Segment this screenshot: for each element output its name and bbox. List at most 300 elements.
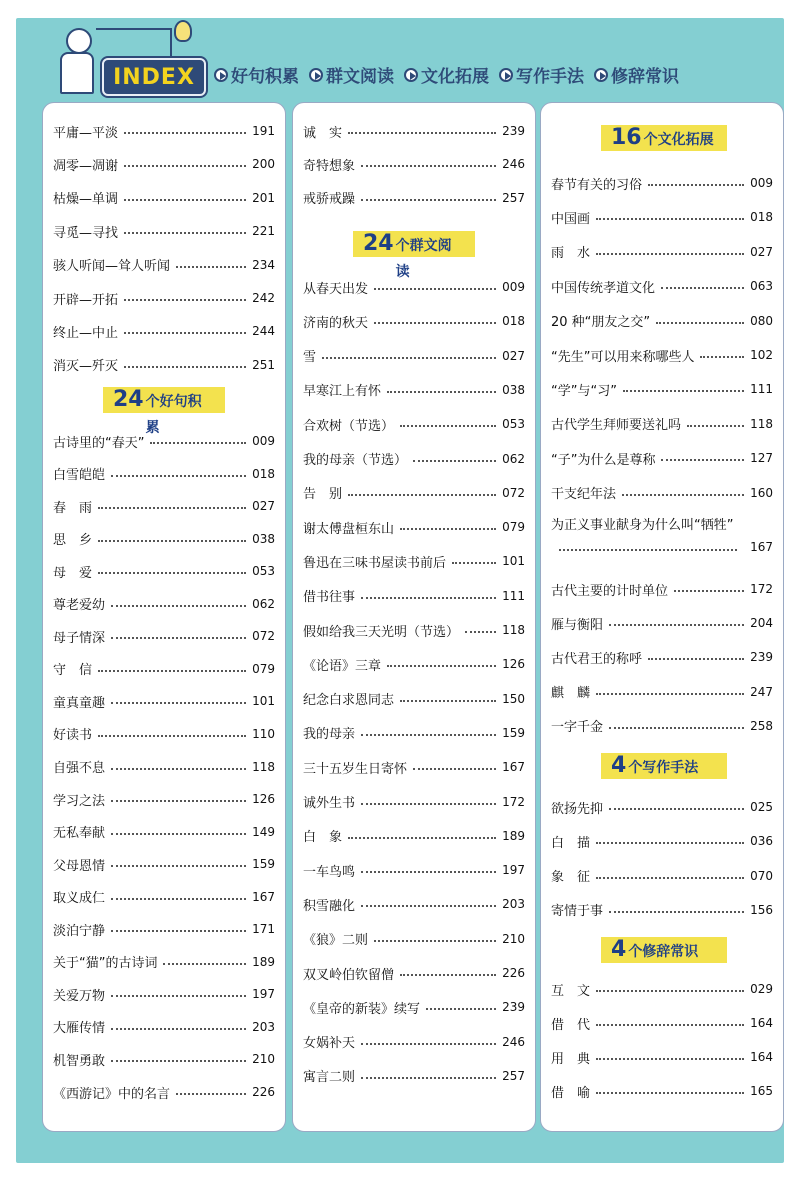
dot-leader	[596, 218, 744, 220]
section-count: 16	[611, 125, 642, 150]
section-label: 个群文阅读	[395, 238, 452, 280]
toc-entry[interactable]	[551, 483, 773, 503]
toc-entry[interactable]	[551, 414, 773, 434]
dot-leader	[176, 266, 246, 268]
page-number: 101	[502, 554, 525, 569]
dot-leader	[400, 700, 496, 702]
entry-title: 用 典	[551, 1051, 591, 1067]
toc-entry[interactable]	[53, 464, 275, 484]
dot-leader	[596, 253, 744, 255]
page-number: 079	[502, 520, 525, 535]
entry-title: 终止—中止	[53, 325, 119, 341]
nav-item-xiezuo[interactable]	[499, 62, 584, 87]
dot-leader	[111, 605, 246, 607]
page-number: 018	[750, 210, 773, 225]
nav-label: 写作手法	[516, 67, 584, 87]
entry-title: 戒骄戒躁	[303, 192, 356, 208]
dot-leader	[124, 332, 246, 334]
dot-leader	[111, 930, 246, 932]
toc-entry[interactable]	[551, 1081, 773, 1101]
page-number: 053	[502, 417, 525, 432]
section-label: 个修辞常识	[628, 944, 699, 960]
dot-leader	[674, 590, 744, 592]
page-number: 063	[750, 279, 773, 294]
wire-decoration	[96, 28, 172, 60]
toc-entry[interactable]	[303, 346, 525, 366]
dot-leader	[124, 165, 246, 167]
dot-leader	[559, 549, 737, 551]
toc-entry[interactable]	[551, 1047, 773, 1067]
toc-entry[interactable]	[303, 654, 525, 674]
page-number: 210	[502, 931, 525, 946]
toc-entry[interactable]	[53, 321, 275, 341]
dot-leader	[98, 735, 246, 737]
toc-entry[interactable]	[53, 789, 275, 809]
section-label: 个文化拓展	[643, 132, 714, 148]
index-column-2	[292, 102, 536, 1132]
page-number: 203	[252, 1019, 275, 1034]
toc-entry[interactable]	[53, 659, 275, 679]
entry-title: 谢太傅盘桓东山	[303, 521, 395, 537]
entry-title: 白 描	[551, 835, 591, 851]
page-number: 197	[502, 863, 525, 878]
toc-entry[interactable]	[551, 345, 773, 365]
toc-entry[interactable]	[551, 797, 773, 817]
section-count: 24	[363, 231, 394, 256]
play-icon	[594, 68, 608, 82]
dot-leader	[700, 356, 744, 358]
toc-entry[interactable]	[303, 154, 525, 174]
section-heading	[601, 125, 727, 151]
toc-entry[interactable]	[303, 551, 525, 571]
dot-leader	[124, 299, 246, 301]
entry-title: 欲扬先抑	[551, 801, 604, 817]
entry-title: 思 乡	[53, 533, 93, 549]
entry-title: 父母恩情	[53, 858, 106, 874]
entry-title: 骇人听闻—耸人听闻	[53, 259, 171, 275]
nav-label: 好句积累	[231, 67, 299, 87]
play-icon	[214, 68, 228, 82]
entry-title: 寄情于事	[551, 904, 604, 920]
toc-entry[interactable]	[303, 414, 525, 434]
dot-leader	[648, 184, 744, 186]
dot-leader	[150, 442, 246, 444]
page-number: 156	[750, 902, 773, 917]
dot-leader	[596, 877, 744, 879]
entry-title: “子”为什么是尊称	[551, 452, 656, 468]
dot-leader	[400, 528, 496, 530]
entry-title: “先生”可以用来称哪些人	[551, 349, 695, 365]
dot-leader	[374, 322, 496, 324]
toc-entry[interactable]	[53, 919, 275, 939]
entry-title: 雁与衡阳	[551, 617, 604, 633]
dot-leader	[163, 963, 246, 965]
toc-entry[interactable]	[53, 431, 275, 451]
dot-leader	[596, 693, 744, 695]
index-title: INDEX	[113, 64, 195, 90]
nav-item-xiuci[interactable]	[594, 62, 679, 87]
dot-leader	[387, 665, 496, 667]
dot-leader	[348, 494, 496, 496]
page-number: 126	[502, 657, 525, 672]
page-number: 009	[502, 280, 525, 294]
toc-entry[interactable]	[551, 900, 773, 920]
entry-title: 守 信	[53, 663, 93, 679]
page-number: 204	[750, 616, 773, 631]
dot-leader	[609, 624, 744, 626]
toc-entry[interactable]	[551, 207, 773, 227]
page-number: 111	[502, 588, 525, 603]
toc-entry[interactable]	[53, 691, 275, 711]
dot-leader	[596, 1058, 744, 1060]
dot-leader	[361, 1043, 496, 1045]
dot-leader	[98, 572, 246, 574]
entry-title: 消灭—歼灭	[53, 359, 119, 375]
toc-entry[interactable]	[53, 757, 275, 777]
entry-title: 春节有关的习俗	[551, 177, 643, 193]
dot-leader	[426, 1008, 496, 1010]
toc-entry[interactable]	[53, 1082, 275, 1102]
toc-entry[interactable]	[53, 1017, 275, 1037]
dot-leader	[374, 288, 496, 290]
dot-leader	[111, 1028, 246, 1030]
toc-entry[interactable]	[551, 979, 773, 999]
section-count: 24	[113, 387, 144, 412]
dot-leader	[111, 833, 246, 835]
page-number: 221	[252, 224, 275, 239]
toc-entry[interactable]	[551, 513, 773, 554]
page-number: 191	[252, 124, 275, 138]
entry-title: 母 爱	[53, 565, 93, 581]
lightbulb-icon	[174, 20, 192, 42]
entry-title: 古代学生拜师要送礼吗	[551, 418, 682, 434]
dot-leader	[413, 768, 496, 770]
entry-title: 鲁迅在三味书屋读书前后	[303, 555, 447, 571]
page-number: 038	[502, 382, 525, 397]
entry-title: 奇特想象	[303, 158, 356, 174]
toc-entry[interactable]	[53, 1049, 275, 1069]
page-number: 062	[502, 451, 525, 466]
dot-leader	[661, 459, 744, 461]
page-number: 027	[750, 244, 773, 259]
entry-title: 白雪皑皑	[53, 468, 106, 484]
toc-entry[interactable]	[53, 529, 275, 549]
page-number: 027	[252, 499, 275, 514]
dot-leader	[400, 974, 496, 976]
dot-leader	[111, 1060, 246, 1062]
dot-leader	[111, 995, 246, 997]
entry-title: 寻觅—寻找	[53, 225, 119, 241]
page-number: 070	[750, 868, 773, 883]
toc-entry[interactable]	[303, 894, 525, 914]
dot-leader	[361, 199, 496, 201]
dot-leader	[387, 391, 496, 393]
entry-title: 合欢树（节选）	[303, 418, 395, 434]
entry-title: 关爱万物	[53, 988, 106, 1004]
toc-entry[interactable]	[303, 757, 525, 777]
entry-title: 古诗里的“春天”	[53, 435, 145, 451]
page-number: 027	[502, 348, 525, 363]
page-number: 079	[252, 661, 275, 676]
toc-entry[interactable]	[551, 866, 773, 886]
toc-entry[interactable]	[303, 689, 525, 709]
toc-entry[interactable]	[551, 448, 773, 468]
page-number: 080	[750, 313, 773, 328]
toc-entry[interactable]	[303, 121, 525, 141]
toc-entry[interactable]	[53, 854, 275, 874]
entry-title: 象 征	[551, 870, 591, 886]
entry-title: 积雪融化	[303, 898, 356, 914]
toc-entry[interactable]	[53, 561, 275, 581]
entry-title: 无私奉献	[53, 826, 106, 842]
toc-entry[interactable]	[303, 449, 525, 469]
dot-leader	[111, 800, 246, 802]
toc-entry[interactable]	[53, 288, 275, 308]
page-number: 150	[502, 691, 525, 706]
section-heading	[601, 753, 727, 779]
dot-leader	[361, 871, 496, 873]
entry-title: 三十五岁生日寄怀	[303, 761, 408, 777]
entry-title: 取义成仁	[53, 891, 106, 907]
page-number: 251	[252, 357, 275, 372]
page-number: 165	[750, 1084, 773, 1098]
page-number: 201	[252, 190, 275, 205]
entry-title: 20 种“朋友之交”	[551, 315, 651, 331]
dot-leader	[361, 165, 496, 167]
page-number: 164	[750, 1016, 773, 1030]
entry-title: 雨 水	[551, 246, 591, 262]
page-number: 118	[502, 623, 525, 637]
toc-entry[interactable]	[53, 121, 275, 141]
toc-entry[interactable]	[53, 984, 275, 1004]
entry-title: 开辟—开拓	[53, 292, 119, 308]
dot-leader	[596, 842, 744, 844]
page-number: 247	[750, 684, 773, 699]
toc-entry[interactable]	[303, 997, 525, 1017]
dot-leader	[98, 670, 246, 672]
page-number: 172	[750, 582, 773, 596]
toc-entry[interactable]	[551, 647, 773, 667]
toc-entry[interactable]	[303, 620, 525, 640]
section-label: 个好句积累	[145, 394, 202, 436]
page-number: 167	[750, 540, 773, 554]
dot-leader	[661, 287, 744, 289]
page-number: 226	[252, 1085, 275, 1099]
dot-leader	[413, 460, 496, 462]
toc-entry[interactable]	[303, 586, 525, 606]
page-number: 025	[750, 800, 773, 814]
page-number: 118	[750, 416, 773, 431]
toc-entry[interactable]	[551, 242, 773, 262]
dot-leader	[124, 232, 246, 234]
dot-leader	[361, 1077, 496, 1079]
section-count: 4	[611, 753, 627, 778]
dot-leader	[111, 898, 246, 900]
toc-entry[interactable]	[53, 188, 275, 208]
dot-leader	[361, 905, 496, 907]
dot-leader	[124, 132, 246, 134]
entry-title: 学习之法	[53, 793, 106, 809]
entry-title: 关于“猫”的古诗词	[53, 956, 158, 972]
page-number: 038	[252, 531, 275, 546]
entry-title: 凋零—凋谢	[53, 158, 119, 174]
toc-entry[interactable]	[53, 724, 275, 744]
nav-item-wenhua[interactable]	[404, 62, 489, 87]
toc-entry[interactable]	[53, 822, 275, 842]
dot-leader	[648, 658, 744, 660]
dot-leader	[623, 390, 744, 392]
toc-entry[interactable]	[303, 277, 525, 297]
dot-leader	[111, 637, 246, 639]
page-number: 200	[252, 157, 275, 172]
toc-entry[interactable]	[303, 188, 525, 208]
page-number: 029	[750, 982, 773, 996]
entry-title: 淡泊宁静	[53, 923, 106, 939]
entry-title: 诚 实	[303, 125, 343, 141]
toc-entry[interactable]	[303, 483, 525, 503]
toc-entry[interactable]	[551, 831, 773, 851]
dot-leader	[656, 322, 744, 324]
entry-title: 互 文	[551, 983, 591, 999]
dot-leader	[176, 1093, 246, 1095]
dot-leader	[124, 199, 246, 201]
toc-entry[interactable]	[551, 276, 773, 296]
section-count: 4	[611, 937, 627, 962]
entry-title: 古代君王的称呼	[551, 651, 643, 667]
entry-title: 中国画	[551, 211, 591, 227]
dot-leader	[374, 940, 496, 942]
nav-label: 群文阅读	[326, 67, 394, 87]
dot-leader	[400, 425, 496, 427]
entry-title: 平庸—平淡	[53, 125, 119, 141]
toc-entry[interactable]	[53, 594, 275, 614]
page-number: 159	[252, 857, 275, 872]
entry-title: 我的母亲	[303, 727, 356, 743]
entry-title: 麒 麟	[551, 686, 591, 702]
entry-title: 女娲补天	[303, 1036, 356, 1052]
toc-entry[interactable]	[53, 154, 275, 174]
entry-title: 《狼》二则	[303, 933, 369, 949]
page-number: 189	[502, 828, 525, 843]
dot-leader	[98, 507, 246, 509]
page-number: 203	[502, 897, 525, 912]
page-number: 164	[750, 1050, 773, 1064]
dot-leader	[609, 808, 744, 810]
toc-entry[interactable]	[53, 496, 275, 516]
toc-entry[interactable]	[53, 952, 275, 972]
page-number: 257	[502, 1068, 525, 1083]
toc-entry[interactable]	[551, 379, 773, 399]
toc-entry[interactable]	[551, 716, 773, 736]
nav-item-qunwen[interactable]	[309, 62, 394, 87]
toc-entry[interactable]	[53, 355, 275, 375]
dot-leader	[348, 132, 496, 134]
toc-entry[interactable]	[551, 613, 773, 633]
dot-leader	[609, 727, 744, 729]
toc-entry[interactable]	[551, 682, 773, 702]
toc-entry[interactable]	[303, 860, 525, 880]
entry-title: 一车鸟鸣	[303, 864, 356, 880]
toc-entry[interactable]	[53, 887, 275, 907]
page-number: 172	[502, 794, 525, 809]
dot-leader	[361, 734, 496, 736]
toc-entry[interactable]	[551, 173, 773, 193]
toc-entry[interactable]	[303, 1066, 525, 1086]
nav-item-haoju[interactable]	[214, 62, 299, 87]
entry-title: 我的母亲（节选）	[303, 453, 408, 468]
page-number: 036	[750, 834, 773, 849]
page-number: 242	[252, 291, 275, 305]
index-column-3	[540, 102, 784, 1132]
toc-entry[interactable]	[303, 792, 525, 812]
page-number: 246	[502, 157, 525, 172]
entry-title: 干支纪年法	[551, 487, 617, 503]
toc-entry[interactable]	[551, 579, 773, 599]
page-number: 126	[252, 792, 275, 807]
page-number: 118	[252, 759, 275, 774]
toc-entry[interactable]	[53, 221, 275, 241]
entry-title: 古代主要的计时单位	[551, 583, 669, 599]
toc-entry[interactable]	[303, 723, 525, 743]
entry-title: 纪念白求恩同志	[303, 693, 395, 709]
dot-leader	[111, 702, 246, 704]
page-number: 149	[252, 824, 275, 839]
entry-title: 济南的秋天	[303, 315, 369, 331]
page-number: 239	[750, 650, 773, 665]
toc-entry[interactable]	[53, 626, 275, 646]
toc-entry[interactable]	[53, 255, 275, 275]
toc-entry[interactable]	[303, 1032, 525, 1052]
entry-title: 诚外生书	[303, 796, 356, 811]
page-number: 111	[750, 382, 773, 397]
toc-entry[interactable]	[303, 826, 525, 846]
toc-entry[interactable]	[303, 929, 525, 949]
play-icon	[404, 68, 418, 82]
entry-title: 母子情深	[53, 630, 106, 646]
page-number: 257	[502, 190, 525, 205]
entry-title: 机智勇敢	[53, 1053, 106, 1069]
toc-entry[interactable]	[303, 963, 525, 983]
entry-title: 假如给我三天光明（节选）	[303, 624, 460, 640]
entry-title: 借 喻	[551, 1085, 591, 1101]
dot-leader	[111, 865, 246, 867]
entry-title: 早寒江上有怀	[303, 384, 382, 400]
entry-title: 自强不息	[53, 761, 106, 776]
toc-entry[interactable]	[551, 311, 773, 331]
entry-title: 大雁传情	[53, 1021, 106, 1037]
toc-entry[interactable]	[303, 517, 525, 537]
dot-leader	[322, 357, 496, 359]
toc-entry[interactable]	[303, 311, 525, 331]
page-number: 102	[750, 348, 773, 362]
entry-title: 借书往事	[303, 590, 356, 606]
page-number: 167	[502, 760, 525, 775]
dot-leader	[361, 803, 496, 805]
dot-leader	[465, 631, 496, 633]
page-number: 009	[252, 434, 275, 448]
toc-entry[interactable]	[303, 380, 525, 400]
page-number: 197	[252, 987, 275, 1002]
dot-leader	[348, 837, 496, 839]
page-number: 171	[252, 922, 275, 937]
entry-title: 双叉岭伯钦留僧	[303, 967, 395, 983]
entry-title: 春 雨	[53, 500, 93, 516]
nav-label: 文化拓展	[421, 67, 489, 87]
section-label: 个写作手法	[628, 760, 699, 776]
toc-entry[interactable]	[551, 1013, 773, 1033]
dot-leader	[609, 911, 744, 913]
page-number: 210	[252, 1052, 275, 1067]
